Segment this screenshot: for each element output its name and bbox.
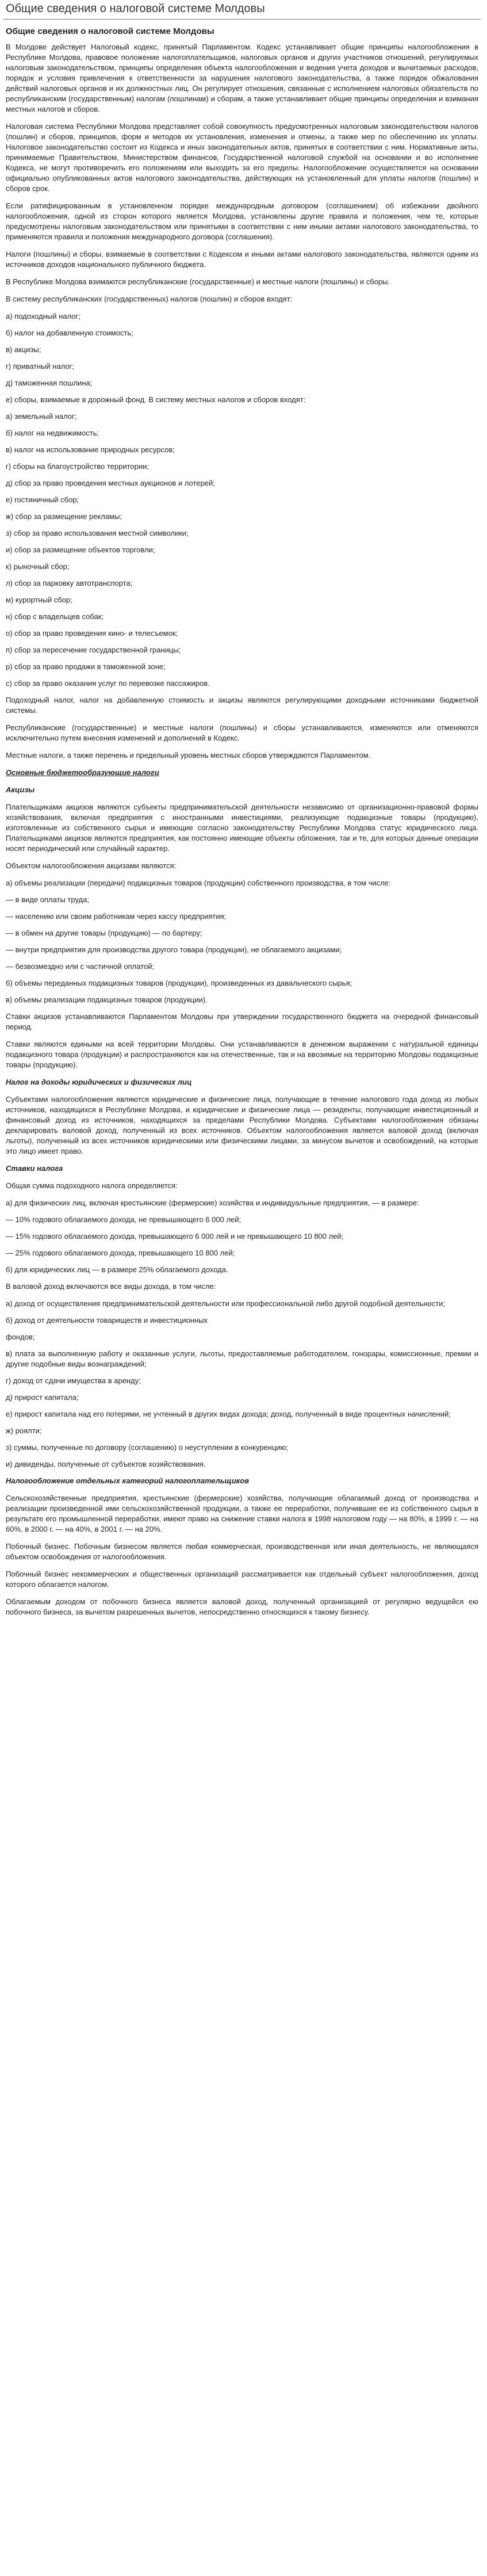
special-section (6, 1493, 478, 1617)
list-item: и) сбор за размещение объектов торговли; (6, 545, 155, 554)
list-item: в) налог на использование природных ресурсов; (6, 445, 175, 454)
section-heading-special: Налогообложение отдельных категорий налогоплательщиков (6, 1476, 250, 1485)
page (3, 0, 481, 1617)
list-item: д) сбор за право проведения местных аукционов и лотерей; (6, 479, 215, 487)
list-item: м) курортный сбор; (6, 596, 72, 604)
excise-section (6, 802, 478, 871)
list-item: г) доход от сдачи имущества в аренду; (6, 1376, 141, 1385)
list-item: — в виде оплаты труда; (6, 895, 89, 904)
list-item: с) сбор за право оказания услуг по перевозке пассажиров. (6, 679, 210, 688)
rates-list (6, 1198, 478, 1275)
paragraph: Республиканские (государственные) и местные налоги (пошлины) и сборы устанавливаются, изменяются или отменяются исключительно путем внесения изменений и дополнений в Кодекс. (6, 723, 478, 742)
list-item: а) подоходный налог; (6, 312, 80, 320)
income-section (6, 1094, 478, 1157)
list-item: з) суммы, полученные по договору (соглашению) о неуступлении в конкуренцию; (6, 1443, 289, 1452)
list-item: б) налог на недвижимость; (6, 429, 99, 437)
section-heading-income: Налог на доходы юридических и физических лиц (6, 1078, 192, 1086)
list-item: б) налог на добавленную стоимость; (6, 329, 133, 337)
list-item: б) для юридических лиц — в размере 25% облагаемого дохода. (6, 1265, 228, 1274)
list-item: к) рыночный сбор; (6, 562, 70, 571)
list-item: е) гостиничный сбор; (6, 495, 79, 504)
summary-section (6, 695, 478, 761)
paragraph: Сельскохозяйственные предприятия, крестьянские (фермерские) хозяйства, получающие облагаемый доход от производства и реализации произведенной ими сельскохозяйственной продукции, а также ее переработки, получившие ее из собственного сырья в результате его промышленной переработки, имеют право на снижение ставки налога в 1998 налоговом году — на 80%, в 1999 г. — на 60%, в 2000 г. — на 40%, в 2001 г. — на 20%. (6, 1494, 478, 1533)
list-item: з) сбор за право использования местной символики; (6, 529, 189, 537)
page-title: Общие сведения о налоговой системе Молдовы (3, 0, 481, 20)
paragraph: Ставки являются едиными на всей территории Молдовы. Они устанавливаются в денежном выражении с натуральной единицы подакцизного товара (продукции) и распространяются как на отечественные, так и на ввозимые на территорию Молдовы подакцизные товары (продукцию). (6, 1040, 478, 1069)
paragraph: Побочный бизнес. Побочным бизнесом является любая коммерческая, производственная или иная деятельность, не являющаяся объектом освобождения от налогообложения. (6, 1542, 478, 1561)
paragraph: В систему республиканских (государственных) налогов (пошлин) и сборов входят: (6, 295, 293, 303)
tax-list (6, 311, 478, 689)
section-heading-main: Основные бюджетообразующие налоги (6, 768, 159, 777)
list-item: г) сборы на благоустройство территории; (6, 462, 149, 471)
list-item: е) сборы, взимаемые в дорожный фонд. В систему местных налогов и сборов входят: (6, 395, 306, 404)
paragraph: Налоговая система Республики Молдова представляет собой совокупность предусмотренных налоговым законодательством налогов (пошлин) и сборов, принципов, форм и методов их установления, изменения и отмены, а также мер по обеспечению их уплаты. Налоговое законодательство состоит из Кодекса и иных законодательных актов, принятых в соответствии с ним. Нормативные акты, принимаемые Правительством, Министерством финансов, Государственной налоговой службой на основании и во исполнение Кодекса, не могут противоречить его положениям или выходить за его пределы. Налогообложение осуществляется на основании официально опубликованных актов налогового законодательства, действующих на установленный для уплаты налогов (пошлин) и сборов срок. (6, 122, 478, 193)
list-item: — безвозмездно или с частичной оплатой; (6, 962, 155, 971)
list-item: ж) роялти; (6, 1426, 42, 1435)
list-item: в) плата за выполненную работу и оказанные услуги, льготы, предоставляемые работодателем, гонорары, комиссионные, премии и другие подобные виды вознаграждений; (6, 1349, 478, 1368)
intro-section (6, 42, 478, 304)
list-item: а) доход от осуществления предпринимательской деятельности или профессиональной либо другой подобной деятельности; (6, 1299, 446, 1308)
list-item: о) сбор за право проведения кино- и телесъемок; (6, 629, 178, 638)
list-item: — в обмен на другие товары (продукцию) — по бартеру; (6, 929, 202, 937)
paragraph: Налоги (пошлины) и сборы, взимаемые в соответствии с Кодексом и иными актами налогового законодательства, являются одним из источников доходов национального публичного бюджета. (6, 250, 478, 269)
paragraph: Местные налоги, а также перечень и предельный уровень местных сборов утверждаются Парламентом. (6, 751, 371, 760)
gross-income-list (6, 1299, 478, 1470)
list-item: д) таможенная пошлина; (6, 379, 93, 387)
rates-intro: Общая сумма подоходного налога определяется: (6, 1181, 178, 1190)
paragraph: Если ратифицированным в установленном порядке международным договором (соглашением) об избежании двойного налогообложения, одной из сторон которого является Молдова, установлены другие правила и положения, чем те, которые предусмотрены налоговым законодательством или принятыми в соответствии с ним иными актами налогового законодательства, то применяются правила и положения международного договора (соглашения). (6, 201, 478, 241)
list-item: — 25% годового облагаемого дохода, превышающего 10 800 лей; (6, 1249, 235, 1257)
list-item: — 15% годового облагаемого дохода, превышающего 6 000 лей и не превышающего 10 800 лей; (6, 1232, 344, 1241)
paragraph: Субъектами налогообложения являются юридические и физические лица, получающие в течение налогового года доход из любых источников, находящихся в Республике Молдова, и юридические и физические лица — резиденты, получающие инвестиционный и финансовый доход из источников, находящихся за пределами Республики Молдова. Субъектами налогообложения обязаны декларировать валовой доход, полученный из всех источников. Объектом налогообложения является валовой доход (включая льготы), полученный из всех источников юридическими или физическими лицами, за минусом вычетов и освобождений, на которые это лицо имеет право. (6, 1095, 478, 1155)
paragraph: Плательщиками акцизов являются субъекты предпринимательской деятельности независимо от организационно-правовой формы хозяйствования, включая предприятия с иностранными инвестициями, реализующие подакцизные товары (продукцию), изготовленные из собственного сырья и имеющие согласно законодательству Республики Молдова статус юридического лица. Плательщиками акцизов являются предприятия, как постоянно имеющие объекты обложения, так и те, для которых данные операции носят периодический или случайный характер. (6, 803, 478, 853)
list-item: л) сбор за парковку автотранспорта; (6, 579, 133, 587)
list-item: — внутри предприятия для производства другого товара (продукции), не облагаемого акцизами; (6, 945, 342, 954)
excise-objects-list (6, 878, 478, 1005)
list-item: а) для физических лиц, включая крестьянские (фермерские) хозяйства и индивидуальные предприятия, — в размере: (6, 1199, 419, 1207)
list-item: и) дивиденды, полученные от субъектов хозяйствования. (6, 1460, 206, 1468)
paragraph: Побочный бизнес некоммерческих и общественных организаций рассматривается как отдельный субъект налогообложения, доход которого облагается налогом. (6, 1570, 478, 1589)
list-item: а) земельный налог; (6, 412, 77, 421)
list-item: п) сбор за пересечение государственной границы; (6, 646, 181, 654)
article-title: Общие сведения о налоговой системе Молдовы (6, 26, 214, 36)
section-heading-rates: Ставки налога (6, 1164, 63, 1173)
paragraph: Облагаемым доходом от побочного бизнеса является валовой доход, полученный организацией от регулярно ведущейся ею побочного бизнеса, за вычетом разрешенных вычетов, непосредственно относящихся к такому бизнесу. (6, 1597, 478, 1616)
paragraph: В Молдове действует Налоговый кодекс, принятый Парламентом. Кодекс устанавливает общие принципы налогообложения в Республике Молдова, правовое положение налогоплательщиков, налоговых органов и других участников отношений, регулируемых налоговым законодательством, принципы определения объекта налогообложения и ведения учета доходов и вычитаемых расходов, порядок и условия привлечения к ответственности за нарушения налогового законодательства, а также порядок обжалования действий налоговых органов и их должностных лиц. Он регулирует отношения, связанные с исполнением налоговых обязательств по республиканским (государственным) налогам (пошлинам) и сборам, а также устанавливает общие принципы определения и взимания местных налогов и сборов. (6, 43, 478, 113)
article-body (3, 26, 481, 1617)
list-item: б) доход от деятельности товариществ и инвестиционных (6, 1316, 208, 1325)
paragraph: В Республике Молдова взимаются республиканские (государственные) и местные налоги (пошлины) и сборы. (6, 277, 390, 286)
list-item: г) приватный налог; (6, 362, 74, 371)
list-item: а) объемы реализации (передачи) подакцизных товаров (продукции) собственного производства, в том числе: (6, 879, 391, 887)
list-item: н) сбор с владельцев собак; (6, 612, 104, 621)
list-item: в) объемы реализации подакцизных товаров (продукции). (6, 995, 208, 1004)
list-item: е) прирост капитала над его потерями, не учтенный в других видах дохода; доход, полученный в виде процентных начислений; (6, 1410, 451, 1418)
list-item: фондов; (6, 1333, 35, 1341)
list-item: — 10% годового облагаемого дохода, не превышающего 6 000 лей; (6, 1215, 241, 1224)
list-item: — населению или своим работникам через кассу предприятия; (6, 912, 227, 921)
list-item: р) сбор за право продажи в таможенной зоне; (6, 662, 166, 671)
section-heading-excise: Акцизы (6, 785, 35, 794)
list-item: в) акцизы; (6, 345, 41, 354)
list-item: б) объемы переданных подакцизных товаров (продукции), произведенных из давальческого сырья; (6, 979, 352, 987)
paragraph: Объектом налогообложения акцизами являются: (6, 861, 177, 870)
excise-rates-section (6, 1012, 478, 1070)
paragraph: Подоходный налог, налог на добавленную стоимость и акцизы являются регулирующими доходными источниками бюджетной системы. (6, 696, 478, 715)
list-item: д) прирост капитала; (6, 1393, 79, 1402)
paragraph: Ставки акцизов устанавливаются Парламентом Молдовы при утверждении государственного бюджета на очередной финансовый период. (6, 1012, 478, 1031)
list-item: ж) сбор за размещение рекламы; (6, 512, 122, 521)
gross-intro: В валовой доход включаются все виды дохода, в том числе: (6, 1282, 216, 1291)
